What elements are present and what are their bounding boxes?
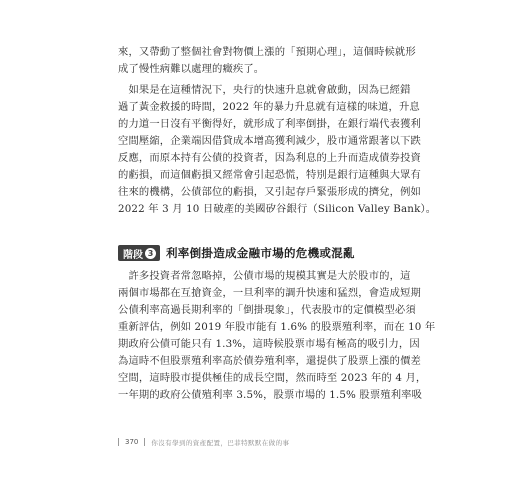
text-line: 來，又帶動了整個社會對物價上漲的「預期心理」，這個時候就形 xyxy=(118,46,416,58)
section-title: 利率倒掛造成金融市場的危機或混亂 xyxy=(166,246,355,260)
text-line: 公債利率高過長期利率的「倒掛現象」，代表股市的定價模型必須 xyxy=(118,304,416,316)
stage-badge-label: 階段 xyxy=(123,249,143,261)
text-line: 空間壓縮，企業端因借貸成本增高獲利減少，股市通常跟著以下跌 xyxy=(118,135,421,147)
book-title: 你沒有學到的資產配置，巴菲特默默在做的事 xyxy=(151,438,290,447)
page-number: 370 xyxy=(125,438,139,446)
stage-number-circle: 3 xyxy=(145,248,156,259)
stage-badge xyxy=(118,245,160,261)
footer-divider xyxy=(144,438,145,446)
text-line: 的虧損，而這個虧損又經常會引起恐慌，特別是銀行這種與大眾有 xyxy=(118,169,421,181)
text-line: 為這時不但股票殖利率高於債券殖利率，還提供了股票上漲的價差 xyxy=(118,355,421,367)
text-line: 的力道一日沒有平衡得好，就形成了利率倒掛，在銀行端代表獲利 xyxy=(118,118,421,130)
text-line: 過了黃金救援的時間，2022 年的暴力升息就有這樣的味道，升息 xyxy=(118,101,420,113)
text-line: 兩個市場都在互搶資金，一旦利率的調升快速和猛烈，會造成短期 xyxy=(118,287,421,299)
text-line: 許多投資者常忽略掉，公債市場的規模其實是大於股市的，這 xyxy=(118,270,411,282)
text-line: 往來的機構，公債部位的虧損，又引起存戶緊張形成的擠兌，例如 xyxy=(118,186,421,198)
page-footer xyxy=(118,436,289,448)
text-line: 重新評估，例如 2019 年股市能有 1.6% 的股票殖利率，而在 10 年 xyxy=(118,321,436,333)
text-line: 如果是在這種情況下，央行的快速升息就會啟動，因為已經錯 xyxy=(118,84,411,96)
text-line: 成了慢性病難以處理的癥疾了。 xyxy=(118,63,265,75)
text-line: 一年期的政府公債殖利率 3.5%，股票市場的 1.5% 股票殖利率吸 xyxy=(118,389,423,401)
text-line: 期政府公債可能只有 1.3%，這時候股票市場有極高的吸引力，因 xyxy=(118,338,420,350)
text-line: 反應，而原本持有公債的投資者，因為利息的上升而造成債券投資 xyxy=(118,152,421,164)
footer-divider xyxy=(118,438,119,446)
text-line: 空間，這時股市提供極佳的成長空間，然而時至 2023 年的 4 月， xyxy=(118,372,427,384)
section-heading xyxy=(118,244,355,262)
text-line: 2022 年 3 月 10 日破產的美國矽谷銀行（Silicon Valley Bank）。 xyxy=(118,203,437,215)
